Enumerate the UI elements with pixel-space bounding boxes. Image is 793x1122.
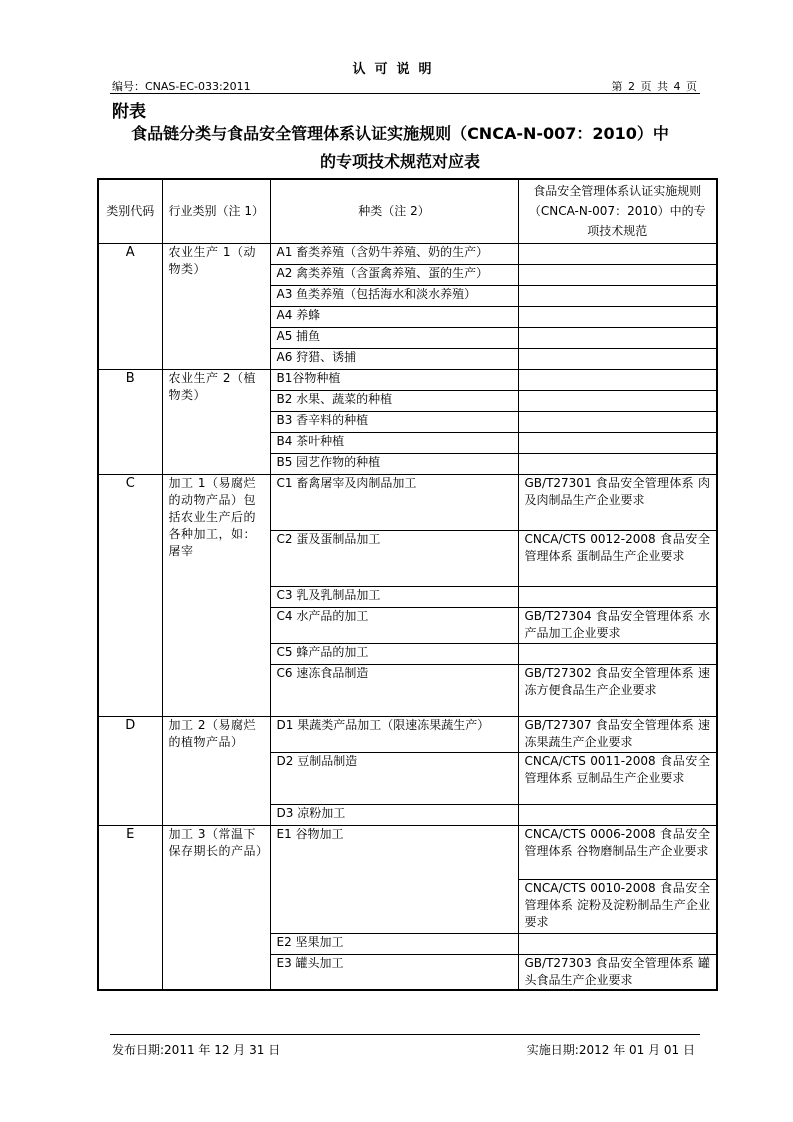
spec-cell bbox=[518, 804, 717, 825]
industry-category: 加工 2（易腐烂的植物产品） bbox=[162, 716, 270, 825]
kind-cell: B1谷物种植 bbox=[270, 369, 518, 390]
page-title bbox=[100, 120, 700, 176]
kind-cell: E1 谷物加工 bbox=[270, 825, 518, 933]
kind-cell: D2 豆制品制造 bbox=[270, 752, 518, 804]
document-number: 编号：CNAS-EC-033:2011 bbox=[112, 80, 251, 93]
category-code: E bbox=[98, 825, 162, 990]
spec-cell: GB/T27301 食品安全管理体系 肉及肉制品生产企业要求 bbox=[518, 474, 717, 530]
kind-cell: A2 禽类养殖（含蛋禽养殖、蛋的生产） bbox=[270, 264, 518, 285]
kind-cell: C2 蛋及蛋制品加工 bbox=[270, 530, 518, 586]
kind-cell: A3 鱼类养殖（包括海水和淡水养殖） bbox=[270, 285, 518, 306]
spec-cell bbox=[518, 453, 717, 474]
kind-cell: B2 水果、蔬菜的种植 bbox=[270, 390, 518, 411]
spec-cell bbox=[518, 369, 717, 390]
spec-cell: GB/T27307 食品安全管理体系 速冻果蔬生产企业要求 bbox=[518, 716, 717, 752]
spec-cell bbox=[518, 643, 717, 664]
header-divider bbox=[110, 93, 700, 94]
kind-cell: E2 坚果加工 bbox=[270, 933, 518, 954]
spec-cell: GB/T27304 食品安全管理体系 水产品加工企业要求 bbox=[518, 607, 717, 643]
spec-cell bbox=[518, 243, 717, 264]
page-info: 第 2 页 共 4 页 bbox=[611, 80, 697, 93]
table-row bbox=[98, 474, 717, 530]
kind-cell: C6 速冻食品制造 bbox=[270, 664, 518, 716]
table-row bbox=[98, 369, 717, 390]
kind-cell: C1 畜禽屠宰及肉制品加工 bbox=[270, 474, 518, 530]
kind-cell: A6 狩猎、诱捕 bbox=[270, 348, 518, 369]
header-industry-text: 行业类别（注 1） bbox=[168, 204, 264, 219]
spec-cell bbox=[518, 411, 717, 432]
spec-cell: GB/T27302 食品安全管理体系 速冻方便食品生产企业要求 bbox=[518, 664, 717, 716]
spec-cell: CNCA/CTS 0010-2008 食品安全管理体系 淀粉及淀粉制品生产企业要求 bbox=[518, 879, 717, 933]
category-code: D bbox=[98, 716, 162, 825]
table-header-row bbox=[98, 179, 717, 243]
footer-divider bbox=[110, 1034, 700, 1035]
spec-cell bbox=[518, 285, 717, 306]
kind-cell: B5 园艺作物的种植 bbox=[270, 453, 518, 474]
table-row bbox=[98, 243, 717, 264]
effective-date: 实施日期:2012 年 01 月 01 日 bbox=[526, 1043, 695, 1057]
correspondence-table bbox=[97, 178, 718, 991]
spec-cell bbox=[518, 264, 717, 285]
kind-cell: B3 香辛料的种植 bbox=[270, 411, 518, 432]
kind-cell: C4 水产品的加工 bbox=[270, 607, 518, 643]
header-kind bbox=[270, 179, 518, 243]
header-industry bbox=[162, 179, 270, 243]
kind-cell: B4 茶叶种植 bbox=[270, 432, 518, 453]
spec-cell: CNCA/CTS 0012-2008 食品安全管理体系 蛋制品生产企业要求 bbox=[518, 530, 717, 586]
kind-cell: D1 果蔬类产品加工（限速冻果蔬生产） bbox=[270, 716, 518, 752]
header-code bbox=[98, 179, 162, 243]
kind-cell: C3 乳及乳制品加工 bbox=[270, 586, 518, 607]
appendix-label: 附表 bbox=[112, 102, 146, 122]
kind-cell: A4 养蜂 bbox=[270, 306, 518, 327]
spec-cell: CNCA/CTS 0006-2008 食品安全管理体系 谷物磨制品生产企业要求 bbox=[518, 825, 717, 879]
spec-cell: GB/T27303 食品安全管理体系 罐头食品生产企业要求 bbox=[518, 954, 717, 990]
kind-cell: A1 畜类养殖（含奶牛养殖、奶的生产） bbox=[270, 243, 518, 264]
title-line-2: 的专项技术规范对应表 bbox=[319, 152, 480, 171]
kind-cell: E3 罐头加工 bbox=[270, 954, 518, 990]
industry-category: 农业生产 1（动物类） bbox=[162, 243, 270, 369]
header-code-text: 类别代码 bbox=[106, 204, 155, 219]
spec-cell bbox=[518, 348, 717, 369]
header-title: 认可说明 bbox=[352, 62, 441, 77]
kind-cell: D3 凉粉加工 bbox=[270, 804, 518, 825]
industry-category: 农业生产 2（植物类） bbox=[162, 369, 270, 474]
spec-cell bbox=[518, 432, 717, 453]
category-code: B bbox=[98, 369, 162, 474]
spec-cell bbox=[518, 586, 717, 607]
title-line-1: 食品链分类与食品安全管理体系认证实施规则（CNCA-N-007：2010）中 bbox=[131, 124, 669, 143]
spec-cell bbox=[518, 306, 717, 327]
header-kind-text: 种类（注 2） bbox=[358, 204, 430, 219]
spec-cell bbox=[518, 933, 717, 954]
table-body bbox=[98, 243, 717, 990]
category-code: C bbox=[98, 474, 162, 716]
table-row bbox=[98, 716, 717, 752]
spec-cell: CNCA/CTS 0011-2008 食品安全管理体系 豆制品生产企业要求 bbox=[518, 752, 717, 804]
header-spec-text: 食品安全管理体系认证实施规则（CNCA-N-007：2010）中的专项技术规范 bbox=[528, 184, 706, 239]
industry-category: 加工 1（易腐烂的动物产品）包括农业生产后的各种加工，如：屠宰 bbox=[162, 474, 270, 716]
industry-category: 加工 3（常温下保存期长的产品） bbox=[162, 825, 270, 990]
kind-cell: A5 捕鱼 bbox=[270, 327, 518, 348]
category-code: A bbox=[98, 243, 162, 369]
table-row bbox=[98, 825, 717, 879]
issue-date: 发布日期:2011 年 12 月 31 日 bbox=[112, 1043, 281, 1057]
spec-cell bbox=[518, 327, 717, 348]
kind-cell: C5 蜂产品的加工 bbox=[270, 643, 518, 664]
header-spec bbox=[518, 179, 717, 243]
spec-cell bbox=[518, 390, 717, 411]
